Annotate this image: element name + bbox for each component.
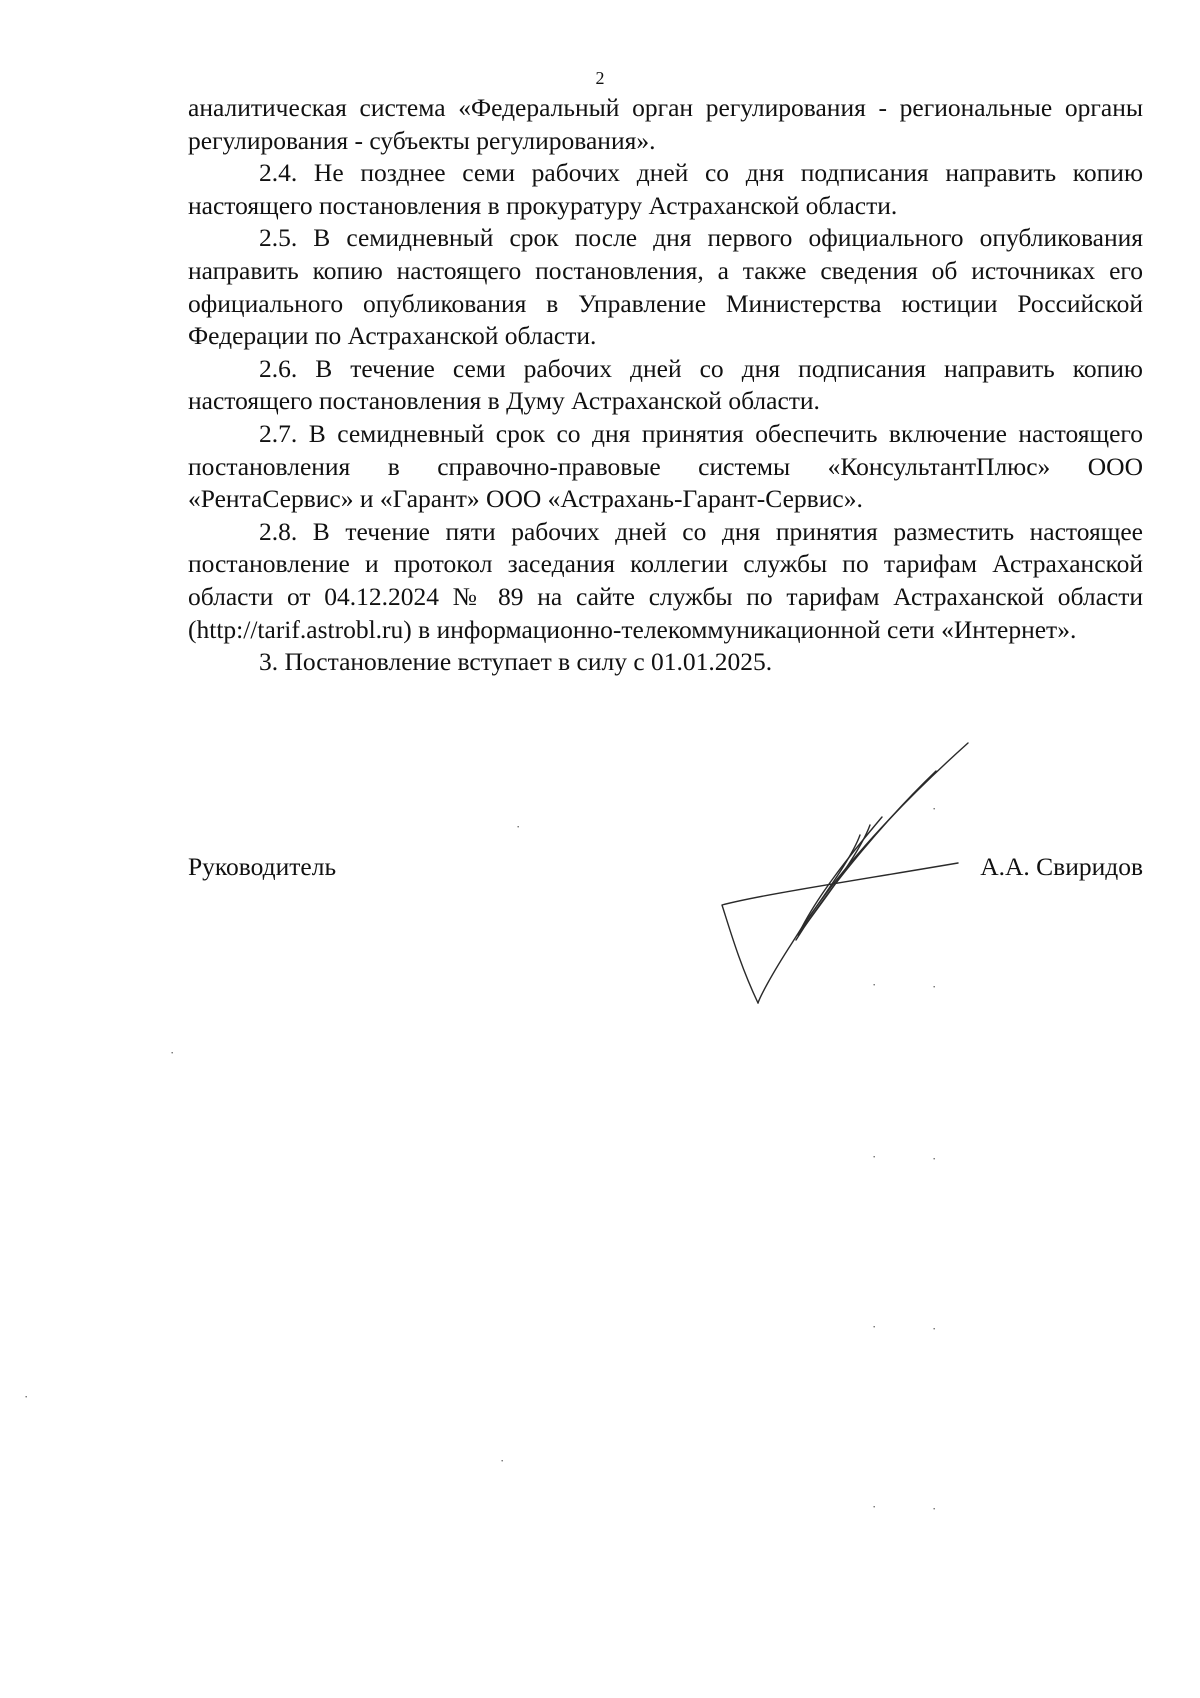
paragraph-intro: аналитическая система «Федеральный орган регулирования - региональные органы регулирования - субъекты регулирования». [188,93,1143,155]
scan-speck: · [932,801,937,816]
paragraph-2-7: 2.7. В семидневный срок со дня принятия обеспечить включение настоящего постановления в справочно-правовые системы «КонсультантПлюс» ООО «РентаСервис» и «Гарант» ООО «Астрахань-Гарант-Сервис». [188,418,1143,514]
paragraph-2-5: 2.5. В семидневный срок после дня первого официального опубликования направить копию настоящего постановления, а также сведения об источниках его официального опубликования в Управление Министерства юстиции Российской Федерации по Астраханской области. [188,223,1143,351]
paragraph-2-4: 2.4. Не позднее семи рабочих дней со дня подписания направить копию настоящего постановления в прокуратуру Астраханской области. [188,158,1143,220]
paragraph-3: 3. Постановление вступает в силу с 01.01.2025. [259,647,773,677]
document-body [188,92,1143,679]
scan-speck: · [932,1321,937,1336]
paragraph-2-6: 2.6. В течение семи рабочих дней со дня подписания направить копию настоящего постановления в Думу Астраханской области. [188,353,1143,416]
signature-row [188,850,1143,884]
scan-speck: · [170,1045,175,1060]
scan-speck: · [500,1453,505,1468]
scan-speck: · [872,1149,877,1164]
scan-speck: · [932,979,937,994]
scan-speck: · [872,977,877,992]
scan-speck: · [932,1501,937,1516]
scan-speck: · [516,819,521,834]
paragraph-2-8: 2.8. В течение пяти рабочих дней со дня принятия разместить настоящее постановление и протокол заседания коллегии службы по тарифам Астраханской области от 04.12.2024 № 89 на сайте службы по тарифам Астраханской области (http://tarif.astrobl.ru) в информационно-телекоммуникационной сети «Интернет». [188,516,1143,644]
scan-speck: · [24,1389,29,1404]
scan-speck: · [872,1499,877,1514]
scan-speck: · [932,1151,937,1166]
signatory-name: А.А. Свиридов [980,852,1143,881]
signatory-role: Руководитель [188,852,337,881]
signature-stroke-loop [722,863,958,1003]
scan-speck: · [872,1319,877,1334]
page-number: 2 [595,68,605,88]
